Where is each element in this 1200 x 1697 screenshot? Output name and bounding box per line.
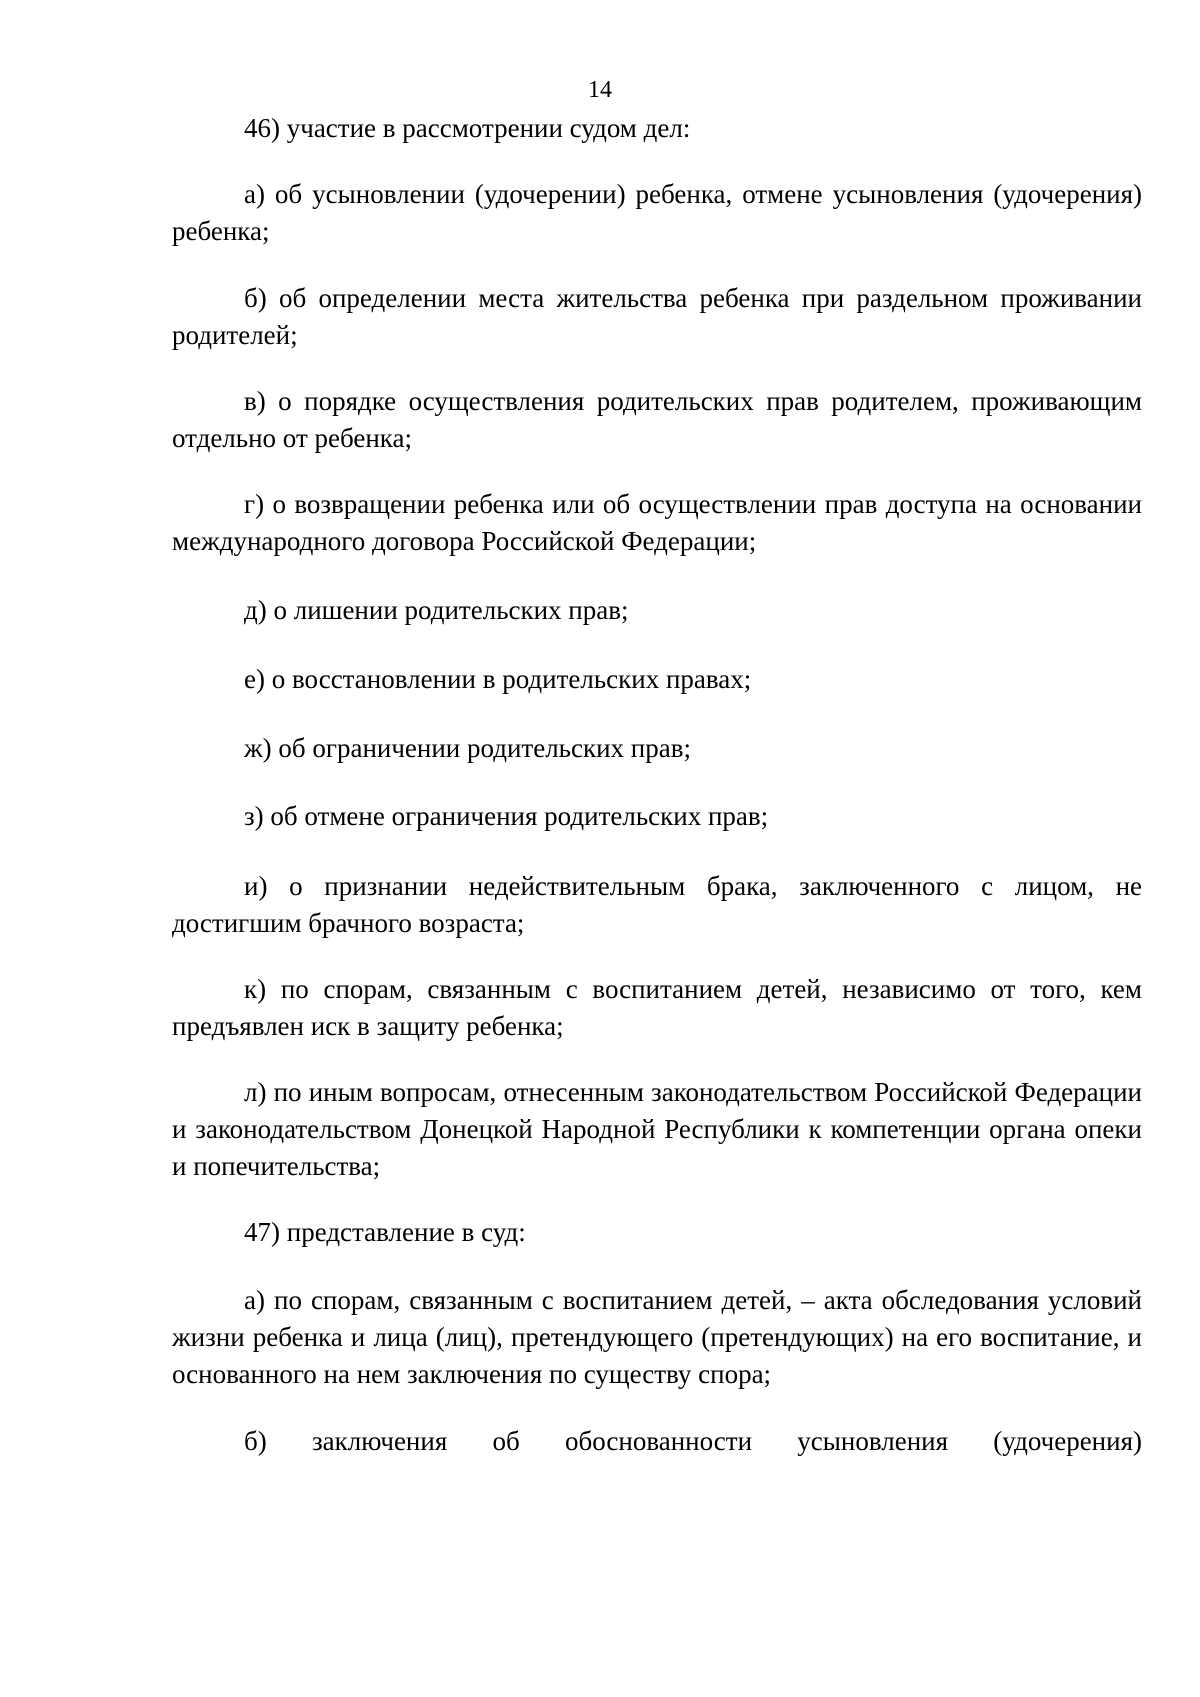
paragraph-item-46: 46) участие в рассмотрении судом дел: bbox=[244, 113, 691, 143]
paragraph-subitem-l: л) по иным вопросам, отнесенным законодательством Российской Федерации и законодательством Донецкой Народной Республики к компетенции органа опеки и попечительства; bbox=[172, 1077, 1142, 1181]
paragraph-subitem-i: и) о признании недействительным брака, заключенного с лицом, не достигшим брачного возраста; bbox=[172, 871, 1142, 938]
paragraph-subitem-b: б) об определении места жительства ребенка при раздельном проживании родителей; bbox=[172, 283, 1142, 350]
paragraph-subitem-e: е) о восстановлении в родительских правах; bbox=[244, 664, 752, 694]
paragraph-subitem-k: к) по спорам, связанным с воспитанием детей, независимо от того, кем предъявлен иск в защиту ребенка; bbox=[172, 974, 1142, 1041]
paragraph-subitem-v: в) о порядке осуществления родительских прав родителем, проживающим отдельно от ребенка; bbox=[172, 386, 1142, 453]
paragraph-subitem-a-47: а) по спорам, связанным с воспитанием детей, – акта обследования условий жизни ребенка и лица (лиц), претендующего (претендующих) на его воспитание, и основанного на нем заключения по существу спора; bbox=[172, 1285, 1142, 1389]
paragraph-subitem-zh: ж) об ограничении родительских прав; bbox=[244, 733, 691, 763]
paragraph-subitem-g: г) о возвращении ребенка или об осуществлении прав доступа на основании международного договора Российской Федерации; bbox=[172, 489, 1142, 556]
paragraph-subitem-z: з) об отмене ограничения родительских прав; bbox=[244, 801, 769, 831]
paragraph-subitem-b-47: б) заключения об обоснованности усыновления (удочерения) bbox=[244, 1426, 1142, 1456]
paragraph-subitem-d: д) о лишении родительских прав; bbox=[244, 595, 629, 625]
page-number: 14 bbox=[588, 77, 612, 103]
paragraph-subitem-a: а) об усыновлении (удочерении) ребенка, отмене усыновления (удочерения) ребенка; bbox=[172, 179, 1142, 246]
paragraph-item-47: 47) представление в суд: bbox=[244, 1217, 526, 1247]
